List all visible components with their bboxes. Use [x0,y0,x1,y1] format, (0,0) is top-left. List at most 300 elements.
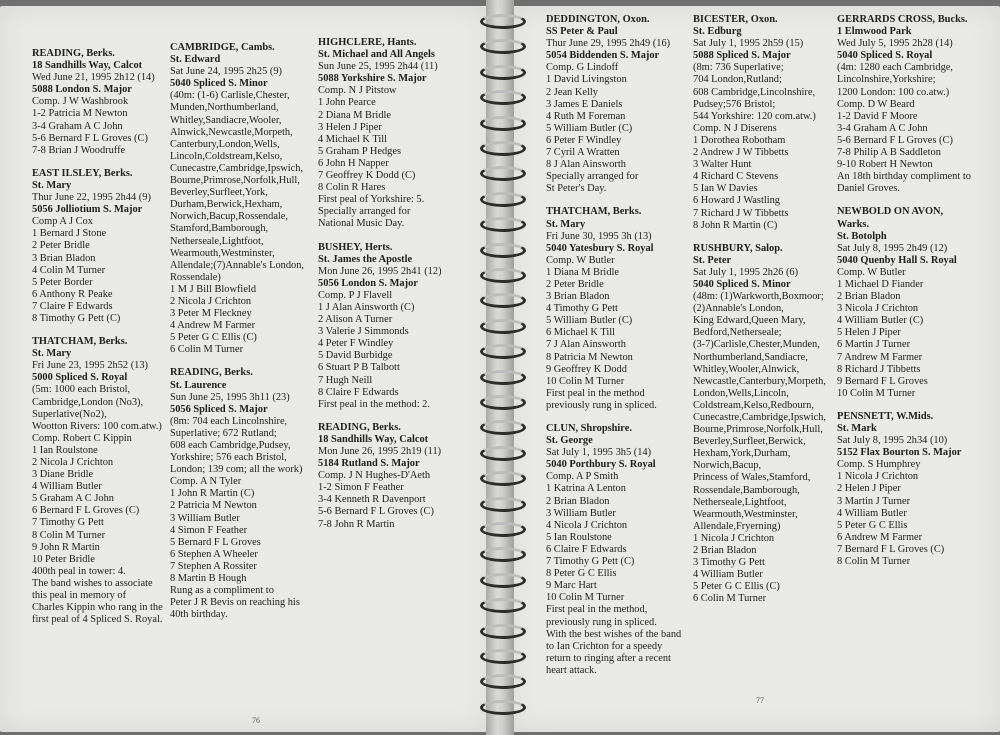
entry-line: Comp. D W Beard [837,98,915,110]
entry-line: Rung as a compliment to [170,585,274,597]
entry-line: 1 J Alan Ainsworth (C) [318,301,415,313]
entry-heading-line: CAMBRIDGE, Cambs. [170,42,275,53]
entry-line: Sun June 25, 1995 3h11 (23) [170,391,290,403]
entry-line: Fri June 23, 1995 2h52 (13) [32,360,149,372]
entry-line: 9 Bernard F L Groves [837,375,928,387]
entry-line: 4 William Butler [693,569,763,581]
entry-line: 8 Richard J Tibbetts [837,363,921,375]
entry-line: London,Wells,Lincoln, [693,387,789,399]
entry-line: Bourne,Primrose,Norfolk,Hull, [693,424,823,436]
entry-line: 5 Ian W Davies [693,183,758,195]
peal-entry [318,242,442,411]
entry-line: 1 John R Martin (C) [170,488,255,500]
binding-ring [480,319,526,334]
entry-line: 6 Michael K Till [546,327,615,339]
entry-line: 6 Anthony R Peake [32,288,113,300]
entry-line: 4 William Butler [837,507,907,519]
entry-line: 4 Nicola J Crichton [546,519,628,531]
entry-line: 10 Colin M Turner [546,592,625,604]
entry-heading-line: RUSHBURY, Salop. [693,242,783,254]
entry-line: 3-4 Graham A C John [32,120,123,132]
entry-line: 5 Ian Roulstone [546,531,612,543]
binding-ring [480,624,526,639]
peal-entry [318,422,442,531]
entry-line: 2 Diana M Bridle [318,109,392,121]
entry-gap [318,411,442,422]
entry-line: Lincoln,Coldstream,Kelso, [170,150,283,162]
entry-line: 544 Yorkshire: 120 com.atw.) [693,110,816,122]
entry-heading-line: 1 Elmwood Park [837,26,912,38]
entry-line: 7 Bernard F L Groves (C) [837,543,945,555]
entry-line: 6 John H Napper [318,157,389,169]
entry-line: 2 Patricia M Newton [170,500,257,512]
entry-gap [170,356,304,367]
entry-line: 2 Nicola J Crichton [32,457,114,468]
entry-line: With the best wishes of the band [546,628,682,640]
entry-line: 7 Stephen A Rossiter [170,560,257,572]
entry-line: 9 John R Martin [32,541,100,553]
entry-line: 4 William Butler [32,481,102,493]
entry-line: 2 Peter Bridle [546,278,604,290]
peal-entry [318,37,442,231]
entry-line: Norwich,Bacup,Rossendale, [170,211,289,223]
entry-line: (40m: (1-6) Carlisle,Chester, [170,90,290,102]
entry-line: Comp. Robert C Kippin [32,432,132,444]
entry-gap [693,232,826,243]
entry-line: previously rung in spliced. [546,399,657,411]
entry-heading-line: 5056 London S. Major [318,277,418,289]
entry-line: Rossendale,Bamborough, [693,484,800,496]
entry-line: Netherseale,Lightfoot, [693,496,787,508]
entry-heading-line: PENSNETT, W.Mids. [837,410,934,422]
entry-line: Whitley,Sandiacre,Wooler, [170,114,282,126]
entry-gap [837,400,971,411]
entry-line: 7 Andrew M Farmer [837,351,923,363]
entry-line: 3 Brian Bladon [546,291,610,303]
entry-line: 1 Michael D Fiander [837,278,924,290]
entry-heading-line: BUSHEY, Herts. [318,241,393,253]
entry-line: 6 Bernard F L Groves (C) [32,505,140,517]
entry-line: Stamford,Bamborough, [170,223,269,235]
entry-line: 2 Brian Bladon [693,545,757,557]
entry-line: Beverley,Surfleet,Berwick, [693,436,806,448]
entry-line: 1 Dorothea Robotham [693,134,786,146]
entry-line: 1 David Livingston [546,74,627,86]
entry-line: 400th peal in tower: 4. [32,565,126,577]
entry-line: Munden,Northumberland, [170,102,279,114]
entry-line: 1-2 David F Moore [837,110,918,122]
entry-line: 8 Patricia M Newton [546,351,633,363]
entry-line: 5 Helen J Piper [837,327,901,339]
entry-line: Newcastle,Canterbury,Morpeth, [693,375,826,387]
entry-heading-line: BICESTER, Oxon. [693,14,778,25]
column-3 [318,37,442,531]
entry-line: Wed July 5, 1995 2h28 (14) [837,38,953,50]
column-2 [170,42,304,621]
entry-line: Netherseale,Lightfoot, [170,235,264,247]
entry-heading-line: 5040 Quenby Hall S. Royal [837,254,957,266]
entry-line: 8 Timothy G Pett (C) [32,312,121,324]
entry-line: this peal in memory of [32,590,127,602]
peal-entry [693,243,826,606]
entry-heading-line: 5000 Spliced S. Royal [32,372,128,384]
entry-line: Coldstream,Kelso,Redbourn, [693,399,814,411]
binding-ring [480,700,526,715]
entry-line: Comp A J Cox [32,216,93,228]
binding-ring [480,522,526,537]
entry-line: heart attack. [546,664,597,676]
entry-line: 8 Colin R Hares [318,182,386,194]
entry-heading-line: DEDDINGTON, Oxon. [546,14,650,25]
entry-line: 1 Nicola J Crichton [837,471,919,483]
entry-line: St Peter's Day. [546,183,607,195]
entry-line: Comp. J N Hughes-D'Aeth [318,470,431,482]
entry-line: 3 Valerie J Simmonds [318,326,409,338]
entry-line: 1-2 Patricia M Newton [32,108,128,120]
entry-heading-line: 5088 London S. Major [32,84,132,96]
entry-line: 6 Claire F Edwards [546,543,627,555]
entry-line: Sat July 1, 1995 2h59 (15) [693,38,804,50]
entry-line: Comp. A P Smith [546,471,619,483]
entry-line: 9 Geoffrey K Dodd [546,363,627,375]
entry-line: (5m: 1000 each Bristol, [32,384,131,396]
page-number-left: 76 [252,716,260,725]
entry-line: 6 Peter F Windley [546,134,622,146]
binding-ring [480,370,526,385]
entry-line: Charles Kippin who rang in the [32,602,163,614]
entry-heading-line: 5184 Rutland S. Major [318,458,420,470]
entry-line: Canterbury,London,Wells, [170,138,280,150]
entry-heading-line: St. Peter [693,254,732,266]
entry-line: Alnwick,Newcastle,Morpeth, [170,126,293,138]
binding-ring [480,65,526,80]
entry-line: Comp. J W Washbrook [32,96,129,108]
binding-ring [480,116,526,131]
entry-line: Lincolnshire,Yorkshire; [837,74,936,86]
peal-entry [837,411,971,568]
entry-line: National Music Day. [318,218,405,230]
entry-line: Sat July 1, 1995 2h26 (6) [693,266,799,278]
entry-line: 4 Richard C Stevens [693,171,779,183]
entry-line: Pudsey;576 Bristol; [693,98,776,110]
peal-entry [837,14,971,195]
entry-line: 7 Richard J W Tibbetts [693,207,789,219]
entry-line: 1-2 Simon F Feather [318,482,404,494]
entry-line: 1 Nicola J Crichton [693,532,775,544]
entry-line: 6 Howard J Wastling [693,195,780,207]
entry-line: Durham,Berwick,Hexham, [170,199,283,211]
entry-line: Superlative; 672 Rutland; [170,427,277,439]
entry-line: 5 Peter Border [32,276,93,288]
entry-line: Thur June 29, 1995 2h49 (16) [546,38,671,50]
entry-line: 1200 London: 100 co.atw.) [837,86,950,98]
entry-line: 1 Katrina A Lenton [546,483,626,495]
entry-line: 8 J Alan Ainsworth [546,159,626,171]
entry-line: Yorkshire; 576 each Bristol, [170,452,287,464]
entry-line: 6 Colin M Turner [693,593,767,605]
entry-heading-line: St. Botolph [837,230,887,242]
entry-line: 8 Martin B Hough [170,573,247,585]
entry-line: Princess of Wales,Stamford, [693,472,811,484]
entry-line: 3 Martin J Turner [837,495,911,507]
binding-ring [480,141,526,156]
entry-line: 1 Bernard J Stone [32,228,107,240]
entry-line: 4 William Butler (C) [837,315,924,327]
entry-line: Sat July 8, 1995 2h34 (10) [837,435,948,447]
entry-heading-line: GERRARDS CROSS, Bucks. [837,14,968,25]
entry-gap [318,231,442,242]
entry-heading-line: St. Mary [546,218,586,230]
entry-heading-line: St. Mary [32,179,72,191]
entry-line: Wed June 21, 1995 2h12 (14) [32,72,155,84]
entry-line: 3 William Butler [170,512,240,524]
entry-line: 5 Peter G C Ellis [837,519,908,531]
entry-line: 5 William Butler (C) [546,122,633,134]
entry-line: Mon June 26, 1995 2h41 (12) [318,265,442,277]
column-4 [546,14,681,677]
entry-line: 2 Jean Kelly [546,86,598,98]
entry-line: Norwich,Bacup, [693,460,762,472]
column-6 [837,14,971,568]
entry-heading-line: St. Laurence [170,379,227,391]
entry-line: Bourne,Primrose,Norfolk,Hull, [170,175,300,187]
entry-line: The band wishes to associate [32,577,153,589]
entry-line: 2 Brian Bladon [546,495,610,507]
entry-heading-line: St. James the Apostle [318,253,413,265]
entry-line: Cambridge,London (No3), [32,396,144,408]
entry-line: Comp. N J Diserens [693,122,777,134]
entry-line: 3 James E Daniels [546,98,623,110]
entry-line: Sun June 25, 1995 2h44 (11) [318,61,438,73]
entry-line: (8m: 704 each Lincolnshire, [170,415,288,427]
entry-line: Specially arranged for [546,171,639,183]
entry-heading-line: SS Peter & Paul [546,26,618,38]
entry-line: 8 Claire F Edwards [318,386,399,398]
entry-line: 3 Timothy G Pett [693,557,765,569]
entry-line: 7 Cyril A Wratten [546,147,620,159]
entry-heading-line: 5040 Yatesbury S. Royal [546,242,654,254]
entry-heading-line: HIGHCLERE, Hants. [318,37,417,48]
entry-line: London; 139 com; all the work) [170,464,303,476]
entry-line: 2 Nicola J Crichton [170,295,252,307]
binding-ring [480,649,526,664]
entry-heading-line: St. George [546,435,593,447]
entry-line: (2)Annable's London, [693,303,784,315]
entry-line: 4 Colin M Turner [32,264,106,276]
entry-line: Allendale;(7)Annable's London, [170,259,305,271]
entry-line: First peal in the method [546,387,645,399]
entry-line: Peter J R Bevis on reaching his [170,597,300,609]
entry-line: Wearmouth,Westminster, [170,247,275,259]
entry-line: 1 M J Bill Blowfield [170,283,257,295]
entry-heading-line: 5056 Jolliotium S. Major [32,204,143,216]
peal-entry [170,42,304,356]
entry-line: 3 Helen J Piper [318,121,382,133]
entry-line: Cunecastre,Cambridge,Ipswich, [170,162,304,174]
entry-line: 608 each Cambridge,Pudsey, [170,440,291,451]
entry-line: 2 Alison A Turner [318,314,393,326]
entry-heading-line: 5040 Spliced S. Minor [170,78,268,90]
entry-line: 8 Colin M Turner [32,529,106,541]
entry-gap [32,157,163,168]
entry-line: Sat June 24, 1995 2h25 (9) [170,66,282,78]
entry-line: 5 David Burbidge [318,350,393,362]
entry-line: first peal of 4 Spliced S. Royal. [32,614,163,626]
peal-entry [546,423,681,677]
entry-gap [546,412,681,423]
entry-heading-line: READING, Berks. [32,48,115,59]
binding-ring [480,446,526,461]
binding-ring [480,497,526,512]
entry-line: 7 Hugh Neill [318,374,373,386]
entry-line: 5 Peter G C Ellis (C) [170,332,257,344]
entry-gap [32,325,163,336]
entry-line: 5 Bernard F L Groves [170,536,261,548]
entry-line: Superlative(No2), [32,408,107,420]
entry-line: Whitley,Wooler,Alnwick, [693,363,800,375]
entry-line: 7-8 Brian J Woodruffe [32,144,126,156]
entry-heading-line: St. Michael and All Angels [318,49,435,61]
binding-ring [480,573,526,588]
entry-heading-line: EAST ILSLEY, Berks. [32,167,133,179]
entry-heading-line: St. Edburg [693,26,742,38]
entry-line: 6 Stuart P B Talbott [318,362,400,374]
entry-line: 4 Michael K Till [318,133,387,145]
entry-line: 3 William Butler [546,507,616,519]
entry-line: 1 Diana M Bridle [546,266,620,278]
entry-line: 3-4 Kenneth R Davenport [318,494,426,506]
entry-line: Sat July 8, 1995 2h49 (12) [837,242,948,254]
entry-heading-line: St. Mary [32,348,72,360]
entry-heading-line: 5040 Spliced S. Minor [693,278,791,290]
entry-line: 3 Brian Bladon [32,252,96,264]
entry-line: Daniel Groves. [837,183,900,195]
peal-entry [693,14,826,232]
page-number-right: 77 [756,696,764,705]
entry-line: Bedford,Netherseale; [693,327,782,339]
entry-gap [837,195,971,206]
entry-line: 7 J Alan Ainsworth [546,339,626,351]
entry-line: Thur June 22, 1995 2h44 (9) [32,192,151,204]
entry-line: 10 Peter Bridle [32,553,95,565]
entry-line: First peal of Yorkshire: 5. [318,194,425,206]
entry-line: previously rung in spliced. [546,616,657,628]
entry-line: 2 Helen J Piper [837,483,901,495]
entry-heading-line: 18 Sandhills Way, Calcot [32,60,143,72]
peal-entry [32,48,163,157]
entry-line: 3 Diane Bridle [32,469,94,481]
entry-line: Comp. W Butler [546,254,615,266]
entry-line: 9-10 Robert H Newton [837,159,933,171]
entry-line: An 18th birthday compliment to [837,171,971,183]
entry-line: 40th birthday. [170,609,228,621]
entry-heading-line: THATCHAM, Berks. [32,336,128,348]
entry-line: 3-4 Graham A C John [837,122,928,134]
peal-entry [32,336,163,626]
entry-line: Rossendale) [170,271,221,283]
peal-entry [546,206,681,412]
entry-heading-line: St. Mark [837,423,877,434]
entry-line: 5-6 Bernard F L Groves (C) [32,132,148,144]
entry-line: (8m: 736 Superlative; [693,62,784,74]
column-1 [32,48,163,626]
entry-line: Allendale,Fryerning) [693,520,781,532]
entry-heading-line: 5056 Spliced S. Major [170,403,268,415]
peal-entry [170,367,304,621]
entry-heading-line: Warks. [837,218,870,230]
entry-line: Comp. N J Pitstow [318,85,397,97]
binding-ring [480,268,526,283]
entry-line: 7 Timothy G Pett [32,517,104,529]
entry-line: 5 Graham A C John [32,493,114,505]
entry-line: Comp. G Lindoff [546,62,619,74]
binding-ring [480,14,526,29]
entry-line: 6 Colin M Turner [170,344,244,356]
entry-line: 2 Andrew J W Tibbetts [693,147,789,159]
entry-line: Wootton Rivers: 100 com.atw.) [32,420,162,432]
peal-entry [32,168,163,325]
entry-line: 3 Nicola J Crichton [837,303,919,315]
entry-line: Northumberland,Sandiacre, [693,351,808,363]
entry-line: Hexham,York,Durham, [693,448,791,460]
peal-entry [837,206,971,400]
entry-line: 7-8 John R Martin [318,518,395,530]
entry-line: Beverley,Surfleet,York, [170,187,268,199]
entry-heading-line: 5054 Biddenden S. Major [546,50,660,62]
entry-line: 7 Claire F Edwards [32,300,113,312]
entry-heading-line: CLUN, Shropshire. [546,423,632,434]
entry-line: Specially arranged for [318,206,411,218]
entry-line: 1 Ian Roulstone [32,444,98,456]
entry-heading-line: St. Edward [170,54,221,66]
entry-line: 6 Andrew M Farmer [837,531,923,543]
entry-heading-line: READING, Berks. [170,367,253,379]
entry-line: Comp. S Humphrey [837,459,921,471]
entry-line: King Edward,Queen Mary, [693,315,806,327]
entry-line: Comp. A N Tyler [170,476,242,488]
entry-gap [546,195,681,206]
entry-line: 8 Peter G C Ellis [546,568,617,580]
entry-line: 10 Colin M Turner [837,387,916,399]
entry-line: 5 William Butler (C) [546,315,633,327]
entry-line: 8 Colin M Turner [837,556,911,568]
entry-line: (3-7)Carlisle,Chester,Munden, [693,339,820,351]
peal-entry [546,14,681,195]
binding-ring [480,243,526,258]
entry-line: (4m: 1280 each Cambridge, [837,62,953,74]
entry-line: to Ian Crichton for a speedy [546,640,663,652]
entry-line: (48m: (1)Warkworth,Boxmoor; [693,291,824,303]
entry-line: 8 John R Martin (C) [693,219,778,231]
entry-line: 2 Brian Bladon [837,291,901,303]
binding-ring [480,395,526,410]
entry-line: 7 Timothy G Pett (C) [546,556,635,568]
entry-line: 4 Simon F Feather [170,524,248,536]
entry-line: 608 Cambridge,Lincolnshire, [693,86,816,98]
entry-line: 5 Peter G C Ellis (C) [693,581,780,593]
column-5 [693,14,826,606]
entry-heading-line: 5040 Spliced S. Royal [837,50,933,62]
entry-line: 5-6 Bernard F L Groves (C) [318,506,434,518]
entry-line: 704 London,Rutland; [693,74,782,86]
entry-line: 7 Geoffrey K Dodd (C) [318,170,416,182]
entry-line: Comp. W Butler [837,266,906,278]
entry-line: 4 Peter F Windley [318,338,394,350]
entry-line: 4 Timothy G Pett [546,303,618,315]
entry-line: First peal in the method: 2. [318,398,430,410]
entry-line: 5 Graham P Hedges [318,145,402,157]
entry-line: 5-6 Bernard F L Groves (C) [837,134,953,146]
